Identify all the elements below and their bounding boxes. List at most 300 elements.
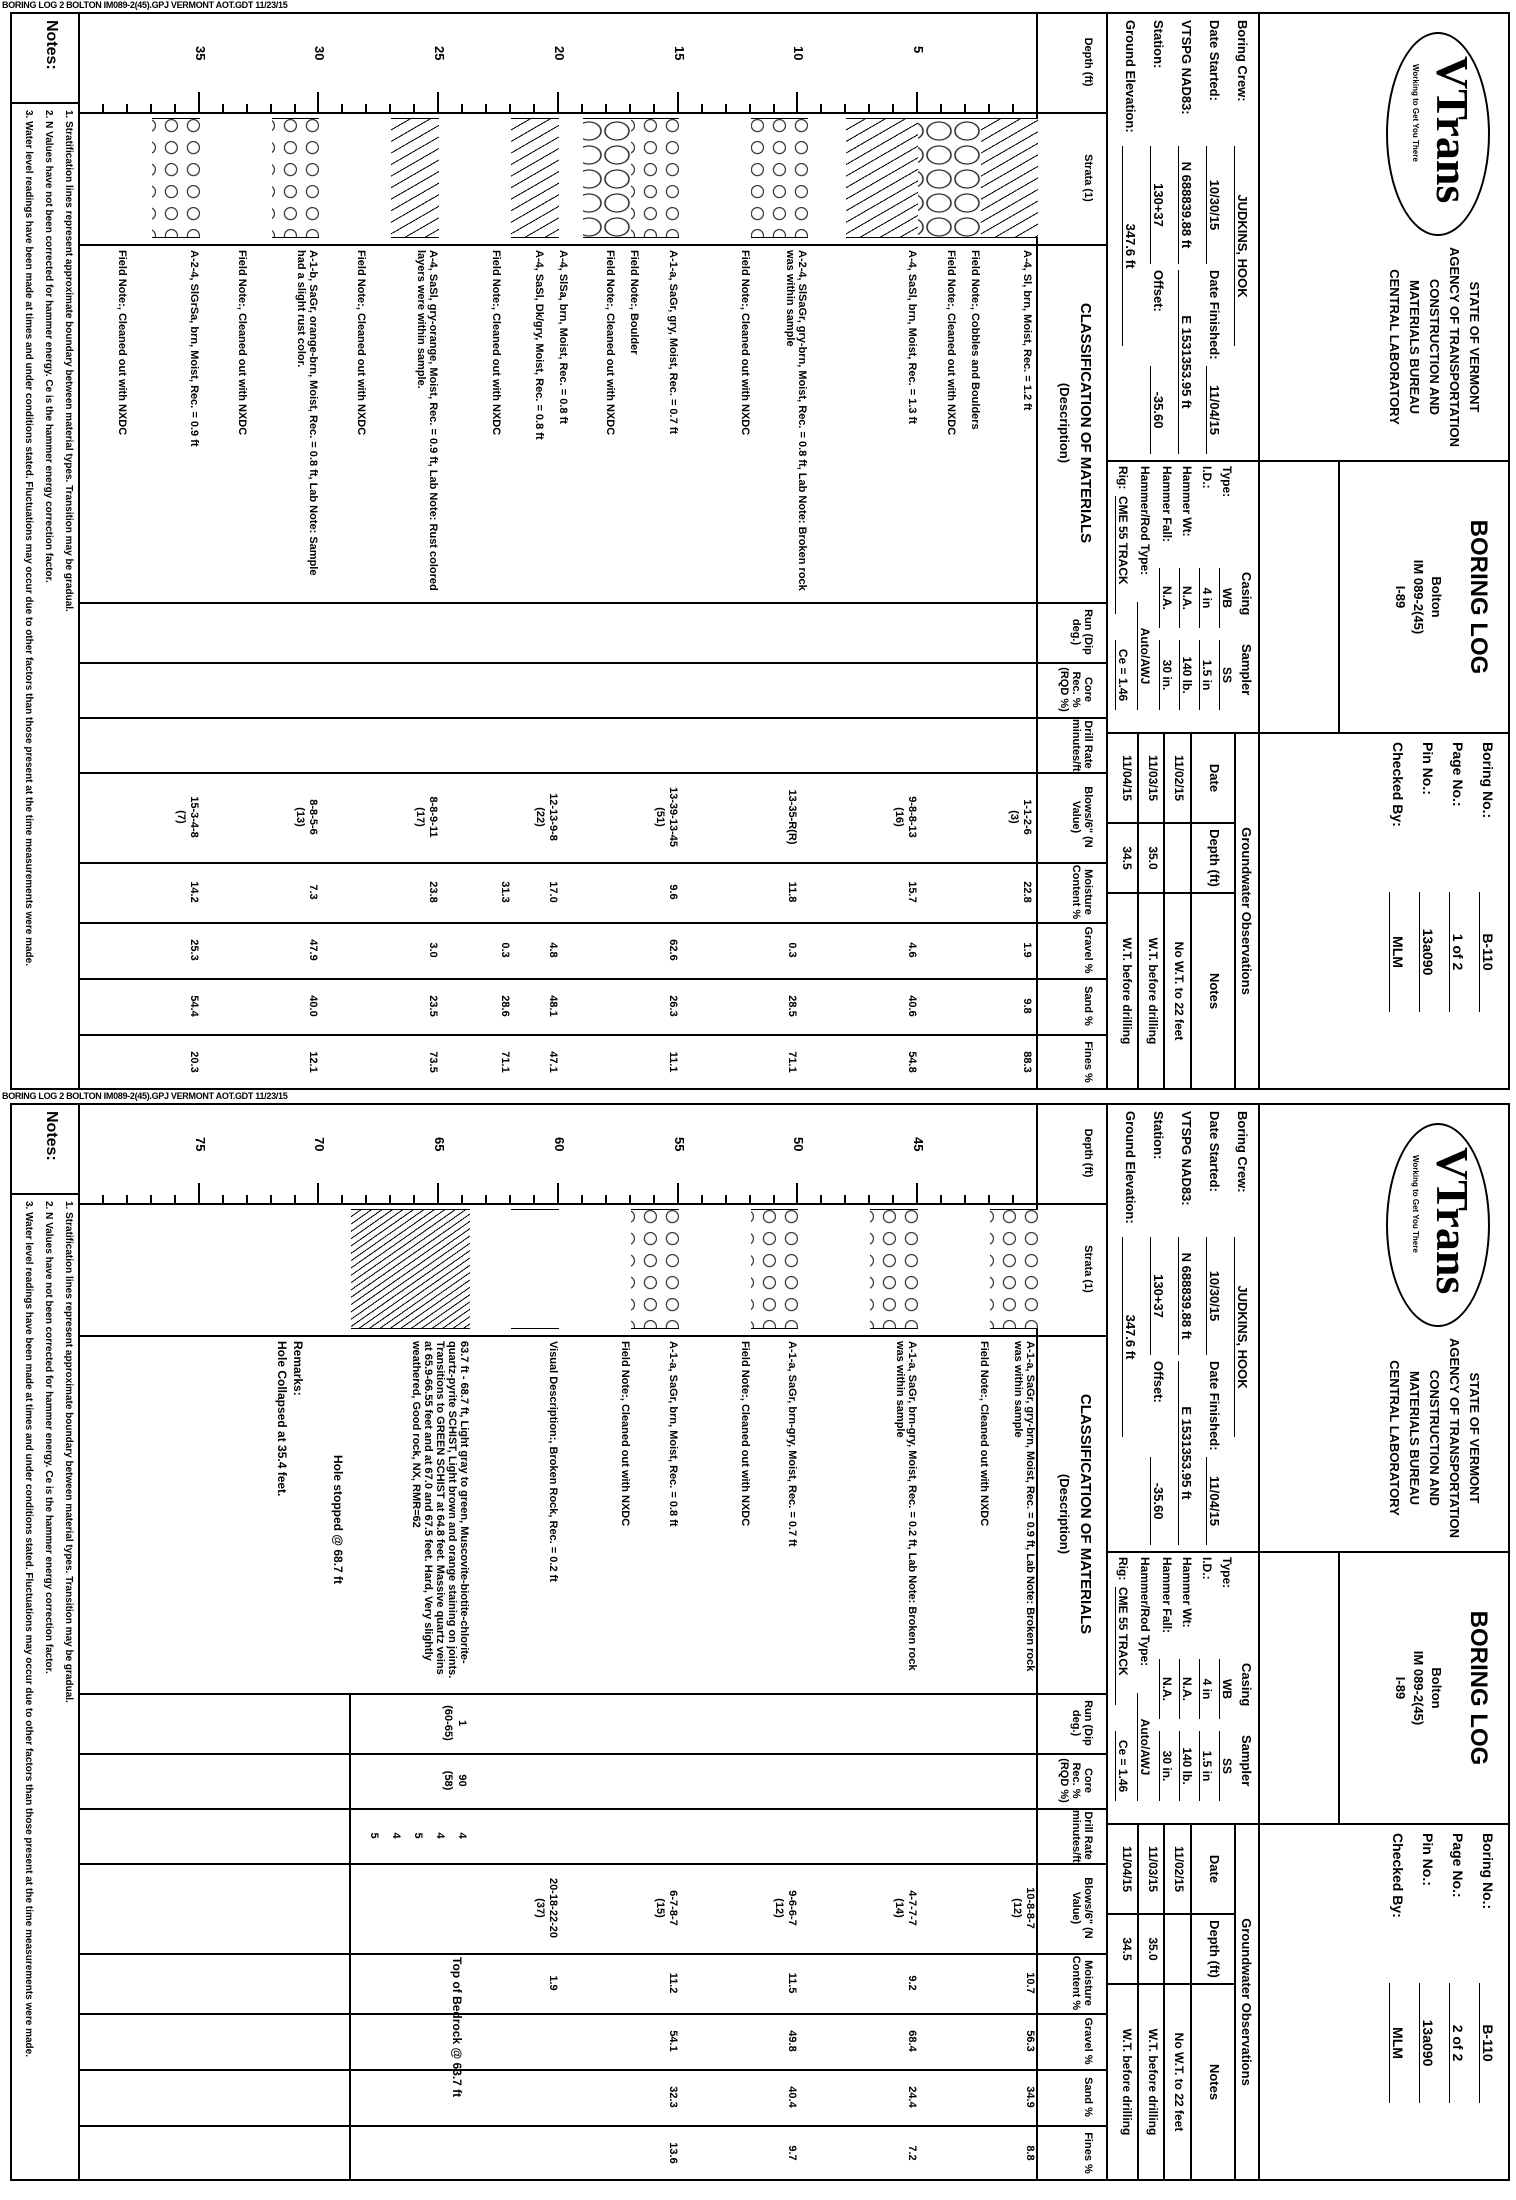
material-description: Field Note:, Cleaned out with NXDC (355, 250, 368, 436)
top-of-bedrock: Top of Bedrock @ 63.7 ft (450, 1957, 465, 2098)
material-description: A-4, SaSl, gry-orange, Moist, Rec. = 0.9 ft, Lab Note: Rust colored layers were within sample. (415, 250, 440, 591)
material-description: A-1-b, SaGr, orange-brn, Moist, Rec. = 0.8 ft, Lab Note: Sample had a slight rust color. (295, 250, 320, 576)
note-line: 2. N Values have not been corrected for hammer energy. Ce is the hammer energy correction factor. (43, 110, 54, 583)
rule-line (80, 1203, 1106, 1205)
info-value: 11/04/15 (1206, 366, 1222, 454)
depth-label: 5 (911, 46, 927, 54)
project-line: I-89 (1393, 585, 1408, 609)
sample-fines: 11.1 (666, 1051, 679, 1073)
depth-major-tick (437, 92, 439, 112)
sample-moisture: 11.5 (786, 1972, 799, 1994)
strata-symbol (511, 1209, 559, 1329)
depth-tick (294, 104, 296, 114)
depth-tick (868, 1195, 870, 1205)
sample-moisture: 11.2 (666, 1972, 679, 1994)
groundwater-depth: 34.5 (1120, 1937, 1134, 1961)
sample-sand: 32.3 (666, 2086, 679, 2108)
casing-value: 4 in (1199, 568, 1214, 628)
field-value: MLM (1389, 892, 1406, 1012)
rule-line (80, 922, 1106, 924)
sample-blows: 15-3-4-8 (187, 796, 200, 838)
sample-sand: 34.9 (1024, 2086, 1036, 2108)
rule-line (80, 112, 1106, 114)
sample-sand: 24.4 (906, 2086, 919, 2108)
info-label: Station: (1151, 20, 1166, 69)
material-description: A-1-a, SaGr, brn-gry, Moist, Rec. = 0.7 ft (786, 1341, 799, 1547)
sample-moisture: 15.7 (906, 881, 919, 903)
sample-blows: 12-13-9-8 (547, 793, 559, 841)
field-value: 2 of 2 (1449, 1983, 1466, 2103)
rod-type-value: Auto/AWJ (1137, 602, 1152, 710)
info-value: -35.60 (1150, 1457, 1166, 1545)
info-label: Date Finished: (1207, 1361, 1222, 1451)
depth-tick (222, 1195, 224, 1205)
depth-tick (461, 104, 463, 114)
agency-line: CENTRAL LABORATORY (1387, 269, 1402, 425)
rule-line (1163, 1823, 1165, 2181)
rule-line (1338, 460, 1340, 732)
info-label: Date Started: (1207, 1111, 1222, 1192)
sample-moisture: 22.8 (1021, 881, 1034, 903)
groundwater-date: 11/04/15 (1120, 1845, 1134, 1893)
field-label: Boring No.: (1480, 742, 1496, 819)
depth-tick (150, 104, 152, 114)
sample-n: (14) (893, 1898, 906, 1918)
note-line: 1. Stratification lines represent approximate boundary between material types. Transition may be gradual. (63, 1201, 74, 1703)
column-header-fines: Fines % (1082, 1041, 1094, 1083)
note-line: 2. N Values have not been corrected for hammer energy. Ce is the hammer energy correction factor. (43, 1201, 54, 1674)
material-description: A-1-a, SaGr, brn-gry, Moist, Rec. = 0.2 ft, Lab Note: Broken rock was within sample (894, 1341, 919, 1671)
drill-rate: 4 (390, 1832, 403, 1839)
material-description: Field Note:, Cleaned out with NXDC (978, 1341, 991, 1527)
info-label: Date Started: (1207, 20, 1222, 101)
sample-blows: 13-39-13-45 (666, 787, 679, 847)
note-line: 1. Stratification lines represent approximate boundary between material types. Transition may be gradual. (63, 110, 74, 612)
equipment-label: I.D.: (1200, 466, 1214, 489)
project-line: IM 089-2(45) (1411, 559, 1426, 635)
equipment-label: Hammer Wt: (1180, 466, 1194, 537)
column-header-moisture: Moisture Content % (1070, 864, 1094, 920)
sample-gravel: 4.8 (547, 942, 559, 958)
depth-tick (892, 104, 894, 114)
boring-log-page-2 (10, 1103, 1510, 2181)
sample-n: (51) (653, 807, 666, 827)
sample-moisture: 1.9 (547, 1975, 559, 1991)
material-description: Field Note:, Cleaned out with NXDC (489, 250, 502, 436)
agency-line: CONSTRUCTION AND (1427, 1369, 1442, 1506)
strata-symbol (918, 118, 980, 238)
equipment-label: Type: (1220, 1557, 1234, 1589)
groundwater-title: Groundwater Observations (1239, 827, 1254, 995)
field-value: MLM (1389, 1983, 1406, 2103)
rule-line (1338, 1551, 1340, 1823)
rule-line (80, 1808, 1106, 1810)
casing-value: N.A. (1159, 568, 1174, 628)
sample-n: (13) (294, 807, 307, 827)
depth-tick (246, 104, 248, 114)
depth-label: 55 (671, 1137, 687, 1152)
sample-fines: 47.1 (547, 1051, 559, 1073)
equipment-label: Hammer Fall: (1160, 1557, 1174, 1634)
strata-symbol (990, 1209, 1038, 1329)
project-line: Bolton (1429, 1667, 1444, 1709)
rule-line (1234, 732, 1236, 1090)
depth-tick (126, 104, 128, 114)
groundwater-header: Notes (1207, 2063, 1222, 2101)
sampler-value: 1.5 in (1199, 640, 1214, 710)
casing-value: 4 in (1199, 1659, 1214, 1719)
depth-tick (653, 1195, 655, 1205)
groundwater-date: 11/02/15 (1172, 1845, 1186, 1893)
project-line: IM 089-2(45) (1411, 1650, 1426, 1726)
groundwater-date: 11/04/15 (1120, 754, 1134, 802)
casing-value: N.A. (1179, 1659, 1194, 1719)
column-header-run: Run (Dip deg.) (1070, 1700, 1094, 1746)
info-label: Offset: (1151, 270, 1166, 312)
material-description: A-2-4, SlSaGr, gry-brn, Moist, Rec. = 0.8 ft, Lab Note: Broken rock was within sample (784, 250, 809, 591)
depth-tick (581, 1195, 583, 1205)
column-header-sand: Sand % (1082, 986, 1094, 1026)
column-header-gravel: Gravel % (1082, 2017, 1094, 2065)
sample-blows: 13-35-R(R) (786, 789, 799, 845)
sample-sand: 40.4 (786, 2086, 799, 2108)
sample-n: (12) (1011, 1898, 1023, 1918)
material-description: Field Note:, Cleaned out with NXDC (235, 250, 248, 436)
groundwater-date: 11/02/15 (1172, 754, 1186, 802)
depth-label: 35 (192, 46, 208, 61)
depth-tick (725, 104, 727, 114)
depth-tick (653, 104, 655, 114)
sample-fines: 73.5 (427, 1051, 440, 1073)
rule-line (80, 2125, 1106, 2127)
sample-fines: 13.6 (666, 2142, 679, 2164)
sample-n: (37) (534, 1898, 546, 1918)
strata-symbol (391, 118, 439, 238)
depth-tick (341, 104, 343, 114)
rod-type-label: Hammer/Rod Type: (1138, 1557, 1152, 1667)
column-header-description: (Description) (1057, 382, 1072, 464)
info-value: JUDKINS, HOOK (1234, 146, 1250, 346)
groundwater-depth: 34.5 (1120, 846, 1134, 870)
rule-line (1190, 1823, 1192, 2181)
column-header-blows: Blows/6" (N Value) (1070, 786, 1094, 848)
rule-line (1190, 732, 1192, 1090)
field-value: 1 of 2 (1449, 892, 1466, 1012)
depth-tick (749, 1195, 751, 1205)
sampler-value: SS (1219, 640, 1234, 710)
sample-sand: 9.8 (1021, 998, 1034, 1014)
logo-tagline: Working to Get You There (1411, 1155, 1420, 1253)
sample-gravel: 4.6 (906, 942, 919, 958)
sample-gravel: 3.0 (427, 942, 440, 958)
depth-major-tick (797, 1183, 799, 1203)
material-description: A-1-a, SaGr, brn, Moist, Rec. = 0.8 ft (666, 1341, 679, 1527)
field-label: Page No.: (1450, 1833, 1466, 1898)
groundwater-date: 11/03/15 (1146, 754, 1160, 802)
depth-major-tick (318, 1183, 320, 1203)
casing-value: N.A. (1179, 568, 1194, 628)
casing-value: WB (1219, 1659, 1234, 1719)
depth-tick (964, 104, 966, 114)
sample-n: (15) (653, 1898, 666, 1918)
strata-symbol (870, 1209, 918, 1329)
file-label: BORING LOG 2 BOLTON IM089-2(45).GPJ VERMONT AOT.GDT 11/23/15 (2, 0, 288, 10)
depth-major-tick (797, 92, 799, 112)
depth-label: 65 (432, 1137, 448, 1152)
sample-fines: 12.1 (307, 1051, 320, 1073)
depth-tick (413, 1195, 415, 1205)
sample-sand: 23.5 (427, 995, 440, 1017)
groundwater-depth: 35.0 (1146, 1937, 1160, 1961)
casing-label: Casing (1239, 1663, 1254, 1707)
material-description: Field Note:, Cleaned out with NXDC (604, 250, 617, 436)
material-description: 63.7 ft - 68.7 ft, Light gray to green, Muscovite-biotite-chlorite-quartz-pyrite SCHIST, Light brown and orange staining on joints. Transitions to GREEN SCHIST at 64.8 feet. Massive quartz veins at 65.9-66.55 feet and at 67.0 and 67.5 feet. Hard, Very slightly weathered, Good rock, NX, RMR=62 (410, 1341, 471, 1679)
rule-line (1137, 732, 1139, 1090)
column-header-strata: Strata (1) (1082, 1245, 1094, 1293)
sample-n: (17) (414, 807, 427, 827)
boring-log-page-1 (10, 12, 1510, 1090)
depth-tick (365, 104, 367, 114)
depth-tick (413, 104, 415, 114)
column-header-moisture: Moisture Content % (1070, 1955, 1094, 2011)
depth-tick (389, 1195, 391, 1205)
column-header-sand: Sand % (1082, 2077, 1094, 2117)
depth-major-tick (198, 92, 200, 112)
rod-type-value: Auto/AWJ (1137, 1693, 1152, 1801)
rule-line (80, 662, 1106, 664)
depth-major-tick (557, 92, 559, 112)
note-line: 3. Water level readings have been made at times and under conditions stated. Fluctuations may occur due to other factors than those present at the time measurements were made. (23, 110, 34, 966)
strata-symbol (272, 118, 320, 238)
groundwater-notes: W.T. before drilling (1120, 937, 1134, 1045)
material-description: A-2-4, SlGrSa, brn, Moist, Rec. = 0.9 ft (187, 250, 200, 447)
sample-sand: 28.6 (499, 995, 512, 1017)
sample-blows: 8-8-5-6 (307, 799, 320, 835)
depth-tick (844, 104, 846, 114)
sample-gravel: 1.9 (1021, 942, 1034, 958)
depth-tick (605, 104, 607, 114)
sample-fines: 71.1 (499, 1051, 512, 1073)
depth-tick (749, 104, 751, 114)
groundwater-notes: W.T. before drilling (1120, 2028, 1134, 2136)
info-label: Station: (1151, 1111, 1166, 1160)
sample-n: (16) (893, 807, 906, 827)
strata-symbol (981, 118, 1038, 238)
rule-line (1108, 460, 1258, 462)
depth-tick (102, 1195, 104, 1205)
column-header-depth: Depth (ft) (1082, 37, 1094, 87)
sample-moisture: 31.3 (499, 881, 512, 903)
casing-value: N.A. (1159, 1659, 1174, 1719)
sample-sand: 40.6 (906, 995, 919, 1017)
depth-tick (773, 104, 775, 114)
depth-tick (341, 1195, 343, 1205)
groundwater-header: Notes (1207, 972, 1222, 1010)
column-header-gravel: Gravel % (1082, 926, 1094, 974)
sample-moisture: 9.6 (666, 884, 679, 900)
rule-line (1260, 732, 1510, 734)
rig-label: Rig: (1116, 466, 1130, 490)
depth-tick (629, 1195, 631, 1205)
sample-moisture: 9.2 (906, 1975, 919, 1991)
depth-tick (868, 104, 870, 114)
drill-rate: 4 (456, 1832, 469, 1839)
sample-moisture: 7.3 (307, 884, 320, 900)
rule-line (10, 102, 80, 104)
sample-moisture: 10.7 (1024, 1972, 1036, 1994)
rule-line (80, 978, 1106, 980)
strata-symbol (351, 1209, 471, 1329)
depth-tick (294, 1195, 296, 1205)
rule-line (80, 2013, 1106, 2015)
material-description: A-4, SaSl, Dk/gry, Moist, Rec. = 0.8 ft (532, 250, 545, 440)
sample-moisture: 14.2 (187, 881, 200, 903)
groundwater-notes: W.T. before drilling (1146, 937, 1160, 1045)
field-label: Pin No.: (1420, 742, 1436, 795)
sample-sand: 48.1 (547, 995, 559, 1017)
casing-label: Casing (1239, 572, 1254, 616)
sample-sand: 40.0 (307, 995, 320, 1017)
vtrans-logo (1386, 32, 1490, 236)
info-label: Boring Crew: (1235, 20, 1250, 102)
depth-tick (78, 1195, 80, 1205)
sampler-value: SS (1219, 1731, 1234, 1801)
depth-tick (629, 104, 631, 114)
groundwater-header: Depth (ft) (1207, 1920, 1222, 1978)
sample-sand: 26.3 (666, 995, 679, 1017)
sample-moisture: 11.8 (786, 881, 799, 903)
rig-value: CME 55 TRACK (1115, 496, 1130, 614)
project-line: I-89 (1393, 1676, 1408, 1700)
depth-major-tick (437, 1183, 439, 1203)
field-value: B-110 (1479, 1983, 1496, 2103)
strata-symbol (511, 118, 559, 238)
equipment-label: Hammer Wt: (1180, 1557, 1194, 1628)
depth-major-tick (677, 92, 679, 112)
sample-moisture: 23.8 (427, 881, 440, 903)
strata-symbol (631, 118, 679, 238)
sample-n: (12) (773, 1898, 786, 1918)
rig-value: CME 55 TRACK (1115, 1587, 1130, 1705)
info-value: 11/04/15 (1206, 1457, 1222, 1545)
sample-fines: 71.1 (786, 1051, 799, 1073)
sample-blows: 10-8-8-7 (1024, 1887, 1036, 1929)
material-description: Field Note:, Cleaned out with NXDC (944, 250, 957, 436)
drill-rate: 4 (434, 1832, 447, 1839)
groundwater-header: Date (1207, 763, 1222, 793)
depth-label: 10 (791, 46, 807, 61)
info-value: E 1531353.95 ft (1178, 1361, 1194, 1545)
agency-line: CENTRAL LABORATORY (1387, 1360, 1402, 1516)
sample-moisture: 17.0 (547, 881, 559, 903)
rule-line (1106, 1103, 1108, 2181)
depth-tick (485, 1195, 487, 1205)
boring-log-title: BORING LOG (1465, 1610, 1492, 1766)
depth-tick (174, 1195, 176, 1205)
rule-line (1258, 12, 1260, 1090)
rule-line (1260, 1823, 1510, 1825)
depth-tick (533, 1195, 535, 1205)
rule-line (80, 244, 1106, 246)
casing-value: WB (1219, 568, 1234, 628)
info-label: VTSPG NAD83: (1179, 20, 1194, 115)
depth-tick (701, 104, 703, 114)
depth-tick (246, 1195, 248, 1205)
strata-symbol (751, 118, 808, 238)
rule-line (80, 2069, 1106, 2071)
sampler-value: 140 lb. (1179, 1731, 1194, 1801)
remarks-text: Hole Collapsed at 35.4 feet. (274, 1341, 289, 1497)
depth-label: 70 (312, 1137, 328, 1152)
info-value: JUDKINS, HOOK (1234, 1237, 1250, 1437)
strata-symbol (751, 1209, 799, 1329)
depth-tick (988, 1195, 990, 1205)
depth-tick (509, 104, 511, 114)
vtrans-logo (1386, 1123, 1490, 1327)
depth-tick (533, 104, 535, 114)
sample-blows: 8-8-9-11 (427, 796, 440, 838)
depth-tick (78, 104, 80, 114)
sample-fines: 9.7 (786, 2145, 799, 2161)
sample-blows: 6-7-8-7 (666, 1890, 679, 1926)
rule-line (80, 1753, 1106, 1755)
depth-tick (1012, 1195, 1014, 1205)
depth-label: 20 (552, 46, 567, 61)
rule-line (80, 1863, 1106, 1865)
sample-blows: 4-7-7-7 (906, 1890, 919, 1926)
material-description: A-4, SaSl, brn, Moist, Rec. = 1.3 ft (906, 250, 919, 424)
notes-label: Notes: (43, 20, 60, 70)
sample-n: (3) (1008, 810, 1021, 824)
column-header-drill_rate: Drill Rate minutes/ft (1070, 719, 1094, 772)
field-value: B-110 (1479, 892, 1496, 1012)
sample-gravel: 62.6 (666, 939, 679, 961)
groundwater-notes: W.T. before drilling (1146, 2028, 1160, 2136)
rule-line (78, 12, 80, 1090)
sample-sand: 28.5 (786, 995, 799, 1017)
agency-line: MATERIALS BUREAU (1407, 1370, 1422, 1506)
sample-gravel: 0.3 (786, 942, 799, 958)
rule-line (1258, 1103, 1260, 2181)
info-value: N 688839.88 ft (1178, 1237, 1194, 1355)
sample-gravel: 0.3 (499, 942, 512, 958)
depth-tick (150, 1195, 152, 1205)
depth-tick (365, 1195, 367, 1205)
depth-tick (461, 1195, 463, 1205)
sampler-value: 140 lb. (1179, 640, 1194, 710)
groundwater-header: Depth (ft) (1207, 829, 1222, 887)
material-description: Visual Description:, Broken Rock, Rec. = 0.2 ft (547, 1341, 559, 1582)
rule-line (1137, 1823, 1139, 2181)
info-value: 130+37 (1150, 146, 1166, 264)
material-description: A-4, SlSa, brn, Moist, Rec. = 0.8 ft (556, 250, 569, 424)
drill-rate: 5 (412, 1832, 425, 1839)
file-label: BORING LOG 2 BOLTON IM089-2(45).GPJ VERMONT AOT.GDT 11/23/15 (2, 1091, 288, 1101)
depth-tick (222, 104, 224, 114)
sample-sand: 54.4 (187, 995, 200, 1017)
rule-line (80, 772, 1106, 774)
sample-fines: 8.8 (1024, 2145, 1036, 2161)
field-label: Checked By: (1390, 1833, 1406, 1918)
groundwater-depth: 35.0 (1146, 846, 1160, 870)
info-value: 347.6 ft (1122, 1237, 1138, 1437)
logo-text: VTrans (1427, 56, 1478, 204)
depth-tick (844, 1195, 846, 1205)
depth-tick (270, 104, 272, 114)
info-label: VTSPG NAD83: (1179, 1111, 1194, 1206)
depth-tick (509, 1195, 511, 1205)
sample-gravel: 56.3 (1024, 2030, 1036, 2052)
